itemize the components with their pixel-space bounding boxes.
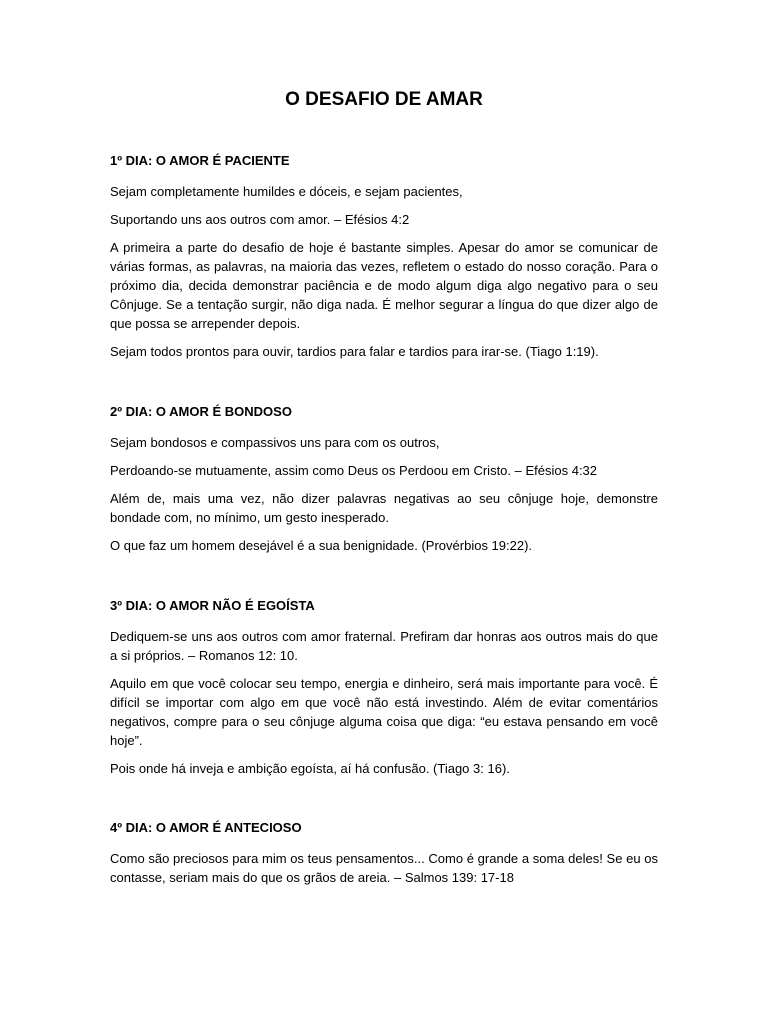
paragraph: Aquilo em que você colocar seu tempo, energia e dinheiro, será mais importante para você. É difícil se importar com algo em que você não está investindo. Além de evitar comentários negativos, compre para o seu cônjuge alguma coisa que diga: “eu estava pensando em você hoje”.: [110, 676, 658, 748]
section-heading: 2º DIA: O AMOR É BONDOSO: [110, 404, 292, 419]
paragraph: Além de, mais uma vez, não dizer palavras negativas ao seu cônjuge hoje, demonstre bondade com, no mínimo, um gesto inesperado.: [110, 491, 658, 525]
section-day-1: [110, 152, 658, 370]
paragraph: A primeira a parte do desafio de hoje é bastante simples. Apesar do amor se comunicar de várias formas, as palavras, na maioria das vezes, refletem o estado do nosso coração. Para o próximo dia, decida demonstrar paciência e de modo algum diga algo negativo para o seu Cônjuge. Se a tentação surgir, não diga nada. É melhor segurar a língua do que dizer algo de que possa se arrepender depois.: [110, 240, 658, 331]
section-day-4: [110, 819, 658, 896]
section-heading: 1º DIA: O AMOR É PACIENTE: [110, 153, 290, 168]
section-heading: 3º DIA: O AMOR NÃO É EGOÍSTA: [110, 598, 315, 613]
paragraph: Suportando uns aos outros com amor. – Efésios 4:2: [110, 212, 410, 227]
paragraph: Perdoando-se mutuamente, assim como Deus os Perdoou em Cristo. – Efésios 4:32: [110, 463, 598, 478]
paragraph: O que faz um homem desejável é a sua benignidade. (Provérbios 19:22).: [110, 538, 533, 553]
paragraph: Pois onde há inveja e ambição egoísta, aí há confusão. (Tiago 3: 16).: [110, 761, 510, 776]
paragraph: Dediquem-se uns aos outros com amor fraternal. Prefiram dar honras aos outros mais do que a si próprios. – Romanos 12: 10.: [110, 629, 658, 663]
paragraph: Sejam bondosos e compassivos uns para com os outros,: [110, 435, 440, 450]
paragraph: Sejam completamente humildes e dóceis, e sejam pacientes,: [110, 184, 463, 199]
section-heading: 4º DIA: O AMOR É ANTECIOSO: [110, 820, 302, 835]
paragraph: Sejam todos prontos para ouvir, tardios para falar e tardios para irar-se. (Tiago 1:19).: [110, 344, 599, 359]
document-title: O DESAFIO DE AMAR: [285, 89, 483, 110]
paragraph: Como são preciosos para mim os teus pensamentos... Como é grande a soma deles! Se eu os contasse, seriam mais do que os grãos de areia. – Salmos 139: 17-18: [110, 851, 658, 885]
section-day-3: [110, 597, 658, 787]
section-day-2: [110, 403, 658, 564]
